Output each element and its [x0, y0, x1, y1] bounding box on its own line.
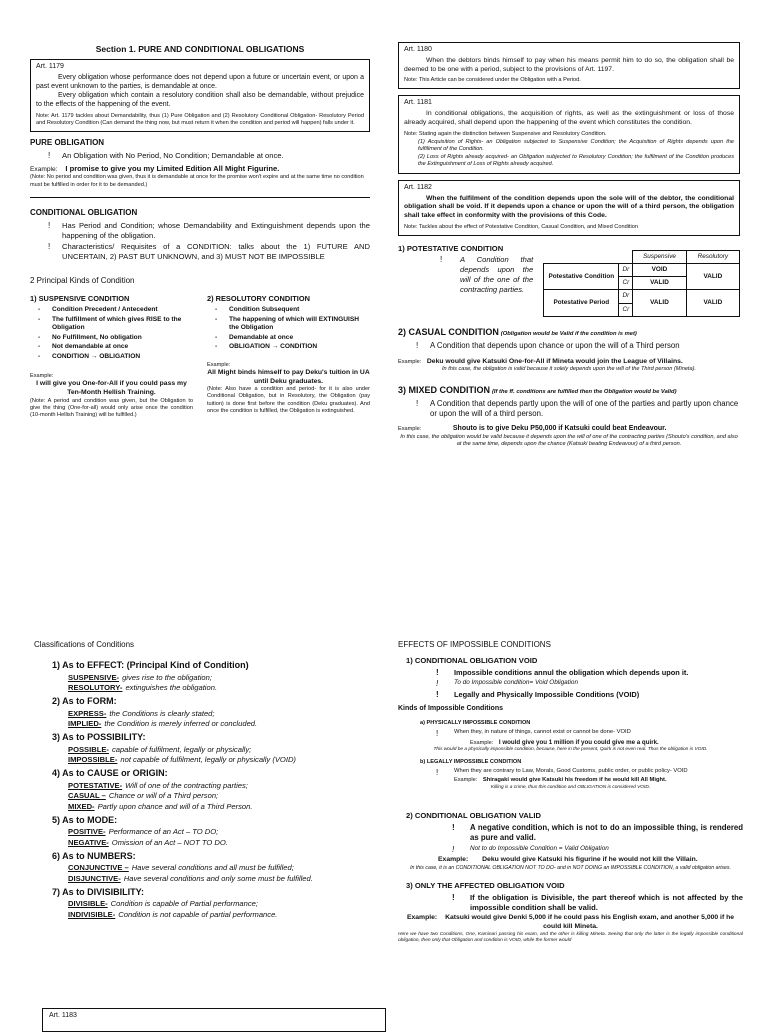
classification-term: POSITIVE- — [68, 827, 106, 837]
example-text: Deku would give Katsuki One-for-All if Mineta would join the League of Villains. — [426, 357, 683, 365]
note-item: (2) Loss of Rights already acquired- an Obligation subjected to Resolutory Condition; the fulfilment of the Condition produces the Extinguishment of Loss of Rights already acquired. — [418, 154, 734, 168]
article-label: Art. 1183 — [49, 1012, 77, 1019]
table-empty-cell — [544, 250, 633, 263]
bullet-text: Not to do Impossible Condition = Valid Obligation — [470, 844, 609, 852]
article-text: In conditional obligations, the acquisition of rights, as well as the extinguishment or loss of those already acquired, shall depend upon the happening of the event which constitutes the condition. — [404, 110, 734, 127]
bullet-item — [398, 893, 743, 912]
table-row-label: Potestative Period — [544, 290, 619, 316]
exclamation-bullet-icon: ! — [48, 220, 51, 230]
article-text: Every obligation which contain a resolutory condition shall also be demandable, without prejudice to the effects of the happening of the event. — [36, 91, 364, 108]
classification-subitem — [68, 683, 370, 693]
classification-subitem — [68, 781, 370, 791]
classification-subitem — [68, 719, 370, 729]
casual-heading-line — [398, 327, 740, 339]
suspensive-title: 1) SUSPENSIVE CONDITION — [30, 294, 130, 303]
article-note: Note: This Article can be considered under the Obligation with a Period. — [404, 77, 581, 84]
kinds-impossible-heading: Kinds of Impossible Conditions — [398, 705, 503, 713]
table-cell: VALID — [633, 290, 687, 316]
exclamation-bullet-icon: ! — [416, 340, 419, 350]
example-text: Shouto is to give Deku P50,000 if Katsuki could beat Endeavour. — [452, 425, 667, 433]
section-title: Section 1. PURE AND CONDITIONAL OBLIGATIONS — [95, 44, 305, 54]
list-item: - Demandable at once — [229, 334, 370, 342]
classification-title: 1) As to EFFECT: (Principal Kind of Condition) — [52, 660, 249, 671]
column-top-right — [398, 42, 740, 449]
classification-term: SUSPENSIVE- — [68, 672, 120, 682]
table-cell: Dr — [619, 263, 633, 276]
potestative-heading: 1) POTESTATIVE CONDITION — [398, 243, 504, 253]
classification-item — [52, 696, 370, 729]
list-item: - Condition Subsequent — [229, 306, 370, 314]
example-line — [438, 856, 743, 865]
classification-term: INDIVISIBLE- — [68, 909, 116, 919]
classification-term: POSSIBLE- — [68, 744, 109, 754]
exclamation-bullet-icon: ! — [436, 679, 439, 689]
classification-definition: not capable of fulfilment, legally or physically (VOID) — [120, 755, 296, 765]
example-note: In this case, the obligation would be valid because it depends upon the will of one of the contracting parties (Shouto's condition, and also at the same time, depends upon the chance (Katsuki beating Endeavour) of a third person. — [400, 434, 738, 448]
example-line — [30, 164, 370, 174]
classification-definition: Partly upon chance and will of a Third Person. — [97, 802, 253, 812]
classification-item — [52, 887, 370, 920]
article-1183-box — [42, 1008, 386, 1032]
classification-term: POTESTATIVE- — [68, 780, 123, 790]
exclamation-bullet-icon: ! — [436, 768, 439, 778]
table-cell: VALID — [633, 277, 687, 290]
bullet-text: A negative condition, which is not to do an impossible thing, is rendered as pure and valid. — [470, 822, 743, 842]
classification-subitem — [68, 745, 370, 755]
classification-title: 6) As to NUMBERS: — [52, 850, 136, 861]
classification-definition: Condition is capable of Partial performance; — [110, 899, 258, 909]
example-label: Example: — [438, 855, 469, 863]
bullet-item — [398, 690, 743, 699]
classification-title: 2) As to FORM: — [52, 696, 117, 707]
table-header: Resolutory — [686, 250, 739, 263]
classification-item — [52, 660, 370, 693]
resolutory-list — [207, 306, 370, 351]
example-label: Example: — [30, 165, 58, 173]
classification-subitem — [68, 802, 370, 812]
bullet-item — [398, 823, 743, 843]
classification-subitem — [68, 791, 370, 801]
classifications-list — [34, 660, 370, 919]
kinds-heading: 2 Principal Kinds of Condition — [30, 275, 135, 285]
article-note: Note: Stating again the distinction between Suspensive and Resolutory Condition. — [404, 130, 607, 137]
exclamation-bullet-icon: ! — [452, 892, 455, 902]
example-text: I would give you 1 million if you could give me a quirk. — [498, 738, 659, 746]
bullet-text: To do Impossible condition= Void Obligation — [454, 679, 579, 687]
physically-impossible-title: a) PHYSICALLY IMPOSSIBLE CONDITION — [420, 720, 531, 727]
bullet-text: A Condition that depends partly upon the will of one of the parties and partly upon chance or upon the will of a third person. — [430, 399, 739, 419]
mixed-heading-line — [398, 385, 740, 397]
table-cell: Dr — [619, 290, 633, 303]
classification-item — [52, 732, 370, 765]
effects-heading: EFFECTS OF IMPOSSIBLE CONDITIONS — [398, 640, 551, 649]
classification-item — [52, 851, 370, 884]
resolutory-title: 2) RESOLUTORY CONDITION — [207, 294, 310, 303]
example-note: (Note: A period and condition was given, but the Obligation to give the thing (One-for-all) would only arise once the condition (10-month Hellish Training) will be fulfilled.) — [30, 397, 193, 418]
exclamation-bullet-icon: ! — [436, 689, 439, 699]
article-1181-box — [398, 95, 740, 173]
article-1180-box — [398, 42, 740, 89]
bullet-item — [398, 668, 743, 677]
bullet-item — [398, 679, 743, 687]
classification-definition: the Condition is merely inferred or concluded. — [104, 719, 258, 729]
bullet-text: Legally and Physically Impossible Conditions (VOID) — [454, 689, 640, 699]
classification-definition: Chance or will of a Third person; — [108, 791, 219, 801]
article-1179-box — [30, 59, 370, 132]
article-text: When the debtors binds himself to pay when his means permit him to do so, the obligation shall be deemed to be one with a period, subject to the provisions of Art. 1197. — [404, 56, 734, 73]
classification-subitem — [68, 838, 370, 848]
example-line — [454, 777, 743, 784]
classification-title: 4) As to CAUSE or ORIGIN: — [52, 768, 168, 779]
bullet-text: A Condition that depends upon chance or upon the will of a Third person — [430, 340, 680, 350]
example-label: Example: — [406, 914, 438, 922]
effect-1-title: 1) CONDITIONAL OBLIGATION VOID — [406, 656, 538, 666]
table-header: Suspensive — [633, 250, 687, 263]
classification-title: 3) As to POSSIBILITY: — [52, 732, 146, 743]
example-label: Example: — [470, 739, 494, 746]
table-row-label: Potestative Condition — [544, 263, 619, 289]
example-note: (Note: No period and condition was given, thus it is demandable at once for the promise won't expire and at the same time no condition must be fulfilled in order for it to be demanded.) — [30, 174, 364, 188]
classification-term: EXPRESS- — [68, 708, 107, 718]
classification-term: IMPOSSIBLE- — [68, 755, 118, 765]
bullet-item — [398, 341, 740, 351]
exclamation-bullet-icon: ! — [452, 822, 455, 832]
example-note: In this case, it is an CONDITIONAL OBLIGATION NOT TO DO- and in NOT DOING an IMPOSSIBLE CONDITION, a valid obligation arises. — [410, 864, 731, 871]
potestative-text-block — [398, 244, 533, 317]
bullet-item — [398, 845, 743, 853]
classification-definition: gives rise to the obligation; — [122, 672, 212, 682]
column-bottom-left — [34, 640, 370, 920]
bullet-item — [398, 399, 740, 419]
conditional-obligation-heading: CONDITIONAL OBLIGATION — [30, 207, 138, 217]
table-cell: VALID — [686, 290, 739, 316]
classifications-heading: Classifications of Conditions — [34, 640, 135, 649]
casual-section — [398, 327, 740, 374]
article-text: Every obligation whose performance does not depend upon a future or uncertain event, or upon a past event unknown to the parties, is demandable at once. — [36, 73, 364, 90]
exclamation-bullet-icon: ! — [416, 399, 419, 409]
bullet-item — [398, 255, 533, 294]
table-cell: VOID — [633, 263, 687, 276]
article-note: Note: Tackles about the effect of Potestative Condition, Casual Condition, and Mixed Condition — [404, 223, 638, 230]
classification-subitem — [68, 863, 370, 873]
column-bottom-right — [398, 640, 743, 944]
example-label: Example: — [454, 777, 478, 784]
classification-definition: Performance of an Act – TO DO; — [108, 827, 219, 837]
exclamation-bullet-icon: ! — [48, 151, 51, 161]
article-text: When the fulfilment of the condition depends upon the sole will of the debtor, the conditional obligation shall be void. If it depends upon a chance or upon the will of a third person, the obligation shall take effect in conformity with the provisions of this Code. — [404, 194, 734, 219]
classification-definition: Condition is not capable of partial performance. — [118, 909, 278, 919]
potestative-section — [398, 244, 740, 317]
classification-definition: the Conditions is clearly stated; — [109, 708, 215, 718]
example-note: In this case, the obligation is valid because it solely depends upon the will of the Third person (Mineta). — [441, 366, 697, 373]
classification-subitem — [68, 827, 370, 837]
article-label: Art. 1179 — [36, 62, 64, 70]
bullet-text: Has Period and Condition; whose Demandability and Extinguishment depends upon the happening of the obligation. — [62, 220, 370, 240]
classification-term: IMPLIED- — [68, 719, 102, 729]
example-text: All Might binds himself to pay Deku's tuition in UA until Deku graduates. — [207, 368, 370, 385]
classification-term: RESOLUTORY- — [68, 683, 123, 693]
mixed-heading: 3) MIXED CONDITION — [398, 385, 491, 396]
article-1182-box — [398, 180, 740, 236]
casual-heading-note: (Obligation would be Valid if the condition is met) — [500, 330, 637, 337]
example-label: Example: — [398, 358, 422, 365]
example-note: Killing is a crime, thus this condition and OBLIGATION is considered VOID. — [490, 784, 651, 790]
classification-subitem — [68, 910, 370, 920]
mixed-section — [398, 385, 740, 448]
kinds-columns — [30, 294, 370, 419]
potestative-table — [543, 250, 740, 317]
table-cell: Cr — [619, 303, 633, 316]
classification-subitem — [68, 755, 370, 765]
classification-subitem — [68, 709, 370, 719]
column-top-left — [30, 44, 370, 419]
exclamation-bullet-icon: ! — [452, 844, 455, 854]
classification-title: 7) As to DIVISIBILITY: — [52, 886, 145, 897]
casual-heading: 2) CASUAL CONDITION — [398, 326, 499, 337]
effect-3-title: 3) ONLY THE AFFECTED OBLIGATION VOID — [406, 881, 565, 891]
article-note: Note: Art. 1179 tackles about Demandability, thus (1) Pure Obligation and (2) Resolutory Conditional Obligation- Resolutory Period and Resolutory Condition (Can demand the thing now, but must return it when the condition and period will happen) falls under it. — [36, 112, 364, 126]
bullet-item — [30, 151, 370, 161]
classification-title: 5) As to MODE: — [52, 814, 118, 825]
example-text: Katsuki would give Denki 5,000 if he could pass his English exam, and another 5,000 if he could kill Mineta. — [445, 914, 735, 930]
example-label: Example: — [398, 426, 422, 433]
classification-term: CASUAL – — [68, 791, 106, 801]
bullet-item — [398, 729, 743, 739]
example-note: This would be a physically impossible condition, because, here in the present, Quirk is not even real. Thus the obligation is VOID. — [433, 746, 708, 752]
classification-definition: capable of fulfilment, legally or physically; — [111, 744, 252, 754]
exclamation-bullet-icon: ! — [48, 242, 51, 252]
exclamation-bullet-icon: ! — [436, 729, 439, 739]
note-item: (1) Acquisition of Rights- an Obligation subjected to Suspensive Condition; the Acquisition of Rights depends upon the fulfillment of the Condition. — [418, 138, 734, 153]
classification-subitem — [68, 874, 370, 884]
example-line — [398, 358, 740, 367]
list-item: - No Fulfillment, No obligation — [52, 334, 193, 342]
example-label: Example: — [207, 361, 231, 368]
example-text: Shiragaki would give Katsuki his freedom if he would kill All Might. — [482, 777, 667, 784]
classification-term: DISJUNCTIVE- — [68, 873, 121, 883]
suspensive-list — [30, 306, 193, 361]
suspensive-column — [30, 294, 193, 419]
list-item: - Not demandable at once — [52, 343, 193, 351]
classification-definition: Omission of an Act – NOT TO DO. — [111, 838, 228, 847]
classification-subitem — [68, 899, 370, 909]
example-label: Example: — [30, 373, 54, 380]
classification-item — [52, 815, 370, 848]
bullet-text: Characteristics/ Requisites of a CONDITION: talks about the 1) FUTURE AND UNCERTAIN, 2) PAST BUT UNKNOWN, and 3) MUST NOT BE IMPOSSIBLE — [62, 242, 370, 262]
table-cell: Cr — [619, 277, 633, 290]
classification-term: MIXED- — [68, 802, 95, 812]
bullet-item — [398, 768, 743, 778]
article-label: Art. 1182 — [404, 183, 432, 191]
list-item: - The happening of which will EXTINGUISH the Obligation — [229, 316, 370, 333]
exclamation-bullet-icon: ! — [440, 255, 443, 265]
example-line — [470, 739, 743, 747]
classification-definition: extinguishes the obligation. — [125, 683, 218, 693]
example-text: Deku would give Katsuki his figurine if he would not kill the Villain. — [482, 855, 698, 863]
example-text: I will give you One-for-All if you could pass my Ten-Month Hellish Training. — [36, 380, 187, 396]
divider — [30, 197, 370, 198]
bullet-item — [30, 242, 370, 261]
table-cell: VALID — [686, 263, 739, 289]
classification-definition: Have several conditions and all must be fulfilled; — [131, 863, 294, 873]
list-item: - The fulfillment of which gives RISE to the Obligation — [52, 316, 193, 333]
example-text: I promise to give you my Limited Edition All Might Figurine. — [65, 163, 280, 173]
list-item: - OBLIGATION → CONDITION — [229, 343, 370, 351]
classification-term: CONJUNCTIVE – — [68, 863, 129, 873]
bullet-item — [30, 221, 370, 240]
bullet-text: An Obligation with No Period, No Condition; Demandable at once. — [62, 151, 284, 161]
classification-term: DIVISIBLE- — [68, 899, 108, 909]
effect-2-title: 2) CONDITIONAL OBLIGATION VALID — [406, 810, 541, 820]
example-note: Here we have two Conditions, One, Kaminari passing his exam, and the other is killing Mineta. Seeing that only the latter is the legally impossible conditional obligation, then only that Obligation and condition is VOID, while the former would — [398, 931, 743, 943]
resolutory-column — [207, 294, 370, 419]
legally-impossible-title: b) LEGALLY IMPOSSIBLE CONDITION — [420, 758, 522, 765]
bullet-text: When they are contrary to Law, Morals, Good Customs, public order, or public policy- VOID — [454, 768, 688, 775]
article-label: Art. 1180 — [404, 46, 432, 53]
article-label: Art. 1181 — [404, 99, 432, 107]
example-note: (Note: Also have a condition and period- for it is also under Conditional Obligation, but in Resolutory, the Obligation (pay tuition) is done first before the condition (Deku graduates). And once the condition is fulfilled, the Obligation is extinguished. — [207, 386, 370, 414]
bullet-text: Impossible conditions annul the obligation which depends upon it. — [454, 667, 689, 677]
example-line — [398, 425, 740, 434]
classification-definition: Will of one of the contracting parties; — [125, 780, 248, 790]
classification-item — [52, 768, 370, 812]
example-line — [398, 914, 743, 931]
list-item: - CONDITION → OBLIGATION — [52, 353, 193, 361]
classification-subitem — [68, 673, 370, 683]
classification-term: NEGATIVE- — [68, 838, 109, 847]
classification-definition: Have several conditions and only some must be fulfilled. — [123, 873, 313, 883]
bullet-text: A Condition that depends upon the will of the one of the contracting parties. — [460, 255, 534, 294]
list-item: - Condition Precedent / Antecedent — [52, 306, 193, 314]
exclamation-bullet-icon: ! — [436, 667, 439, 677]
mixed-heading-note: (If the ff. conditions are fulfilled then the Obligation would be Valid) — [491, 389, 677, 396]
bullet-text: If the obligation is Divisible, the part thereof which is not affected by the impossible condition shall be valid. — [470, 892, 743, 912]
pure-obligation-heading: PURE OBLIGATION — [30, 137, 105, 147]
bullet-text: When they, in nature of things, cannot exist or cannot be done- VOID — [454, 729, 631, 736]
